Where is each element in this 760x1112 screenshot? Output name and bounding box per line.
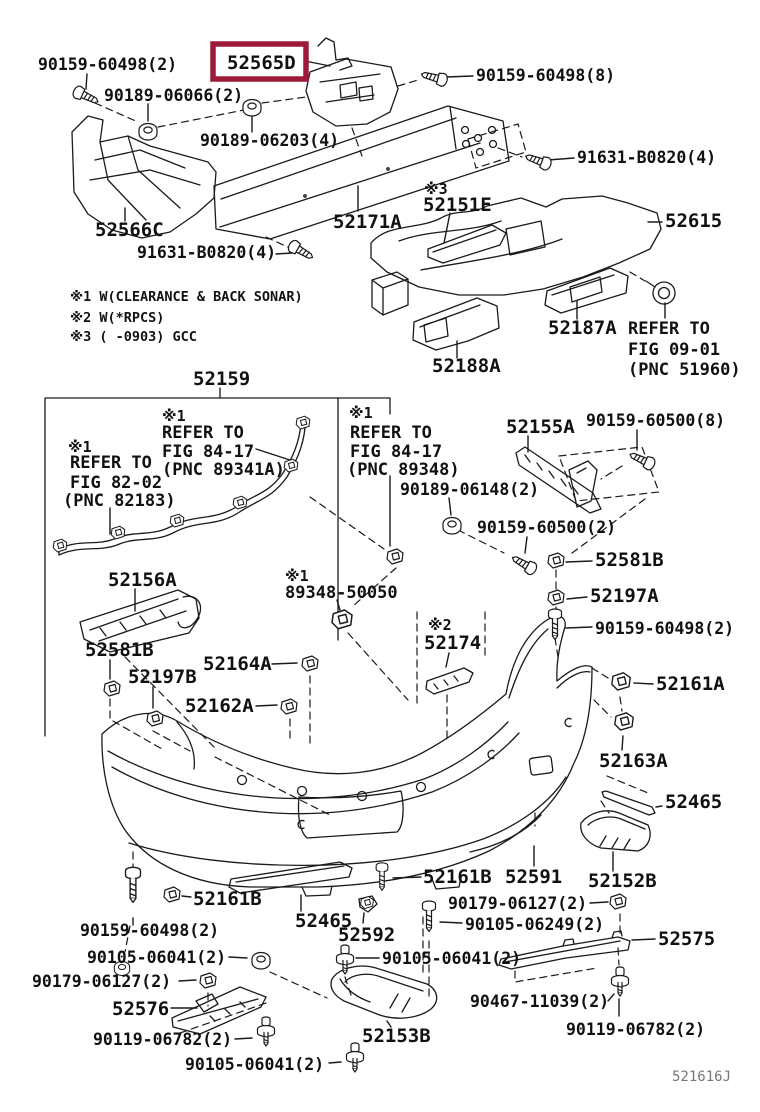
label-52581b-left[interactable]: 52581B — [85, 639, 154, 661]
label-90105-06041-mid[interactable]: 90105-06041(2) — [382, 949, 522, 968]
mark-2-52174: ※2 — [428, 616, 452, 634]
part-52188a-drawing — [372, 272, 499, 350]
label-52161b-left[interactable]: 52161B — [193, 888, 262, 910]
mark-1-89341a: ※1 — [162, 407, 186, 425]
label-90105-06041-bottom[interactable]: 90105-06041(2) — [185, 1055, 325, 1074]
label-90179-06127-right[interactable]: 90179-06127(2) — [448, 894, 588, 913]
screw-icon — [627, 448, 657, 471]
bolt-washer-icon — [347, 1043, 364, 1072]
label-52151e[interactable]: 52151E — [423, 194, 492, 216]
ref-fig8417b-line1: REFER TO — [350, 423, 432, 443]
label-52161b-center[interactable]: 52161B — [423, 866, 492, 888]
ref-fig0901-line1: REFER TO — [628, 319, 710, 339]
part-52153b-drawing — [331, 966, 437, 1018]
ref-fig8202-line3: (PNC 82183) — [63, 491, 176, 511]
label-89348-50050[interactable]: 89348-50050 — [285, 583, 398, 603]
mark-1-89348: ※1 — [349, 404, 373, 422]
label-90159-60498-top-left[interactable]: 90159-60498(2) — [38, 55, 178, 74]
label-52153b[interactable]: 52153B — [362, 1025, 431, 1047]
part-52152b-drawing — [581, 811, 650, 851]
bolt-washer-icon — [337, 945, 354, 974]
label-90467-11039[interactable]: 90467-11039(2) — [470, 992, 610, 1011]
label-90159-60500-8[interactable]: 90159-60500(8) — [586, 411, 726, 430]
ref-fig8417b-line2: FIG 84-17 — [350, 442, 443, 462]
label-52162a[interactable]: 52162A — [185, 695, 254, 717]
screw-icon — [286, 239, 315, 264]
clip-icon — [164, 887, 180, 902]
ref-fig0901-line3: (PNC 51960) — [628, 360, 741, 380]
label-52592[interactable]: 52592 — [338, 924, 396, 946]
label-90105-06249[interactable]: 90105-06249(2) — [465, 915, 605, 934]
label-52465-right[interactable]: 52465 — [665, 791, 723, 813]
mark-1-82183: ※1 — [68, 438, 92, 456]
ref-fig8202-line1: REFER TO — [70, 453, 152, 473]
harness-clip-icon — [170, 514, 184, 527]
nut-icon — [443, 518, 461, 535]
clip-icon — [615, 713, 633, 730]
label-52188a[interactable]: 52188A — [432, 355, 501, 377]
sonar-sensor-icon — [332, 610, 352, 629]
note-1: ※1 W(CLEARANCE & BACK SONAR) — [70, 289, 303, 305]
label-90159-60498-bottom[interactable]: 90159-60498(2) — [80, 921, 220, 940]
bolt-icon — [423, 901, 436, 932]
bolt-icon — [549, 609, 562, 640]
label-52575[interactable]: 52575 — [658, 928, 716, 950]
diagram-notes — [70, 289, 303, 345]
label-52174[interactable]: 52174 — [424, 632, 482, 654]
note-2: ※2 W(*RPCS) — [70, 310, 165, 326]
label-90159-60498-mid-right[interactable]: 90159-60498(2) — [595, 619, 735, 638]
connector-clip-icon — [387, 549, 403, 564]
bolt-icon — [376, 863, 388, 890]
clip-icon — [548, 553, 564, 568]
label-91631-b0820-left[interactable]: 91631-B0820(4) — [137, 243, 277, 262]
part-52565d-bracket-drawing — [306, 38, 398, 126]
clip-icon — [612, 673, 630, 690]
label-52197a[interactable]: 52197A — [590, 585, 659, 607]
part-52615-absorber-drawing — [371, 196, 661, 295]
bolt-washer-icon — [258, 1017, 275, 1046]
label-90105-06041-left[interactable]: 90105-06041(2) — [87, 948, 227, 967]
part-bumper-cover-drawing — [102, 616, 592, 896]
clip-icon — [548, 590, 564, 605]
part-number-labels — [32, 55, 741, 1074]
bolt-washer-icon — [612, 967, 629, 996]
label-90159-60498-top-right[interactable]: 90159-60498(8) — [476, 66, 616, 85]
label-52615[interactable]: 52615 — [665, 210, 723, 232]
label-90189-06203[interactable]: 90189-06203(4) — [200, 131, 340, 150]
clip-icon — [361, 897, 374, 909]
nut-icon — [139, 124, 157, 141]
label-52164a[interactable]: 52164A — [203, 653, 272, 675]
part-52576-drawing — [172, 987, 266, 1034]
label-52576[interactable]: 52576 — [112, 998, 170, 1020]
label-52591[interactable]: 52591 — [505, 866, 563, 888]
ref-fig8202-line2: FIG 82-02 — [70, 473, 163, 493]
ref-fig0901-line2: FIG 09-01 — [628, 340, 721, 360]
screw-icon — [509, 552, 538, 577]
label-90179-06127-left[interactable]: 90179-06127(2) — [32, 972, 172, 991]
part-52187a-drawing — [545, 268, 628, 313]
tow-hook-drawing — [646, 281, 675, 304]
harness-clip-icon — [284, 459, 298, 472]
label-52171a[interactable]: 52171A — [333, 211, 402, 233]
label-52152b[interactable]: 52152B — [588, 870, 657, 892]
label-52163a[interactable]: 52163A — [599, 750, 668, 772]
label-52465-left[interactable]: 52465 — [295, 910, 353, 932]
label-52161a[interactable]: 52161A — [656, 673, 725, 695]
harness-clip-icon — [296, 416, 310, 429]
clip-icon — [610, 894, 626, 909]
screw-icon — [523, 150, 552, 171]
label-90189-06066[interactable]: 90189-06066(2) — [104, 86, 244, 105]
label-90159-60500-2[interactable]: 90159-60500(2) — [477, 518, 617, 537]
note-3: ※3 ( -0903) GCC — [70, 329, 197, 345]
ref-fig8417b-line3: (PNC 89348) — [347, 460, 460, 480]
label-90189-06148[interactable]: 90189-06148(2) — [400, 480, 540, 499]
part-52174-drawing — [426, 668, 473, 694]
label-52581b-right[interactable]: 52581B — [595, 549, 664, 571]
mark-3-52151e: ※3 — [424, 180, 448, 198]
ref-fig8417a-line2: FIG 84-17 — [162, 442, 255, 462]
ref-fig8417a-line1: REFER TO — [162, 423, 244, 443]
clip-icon — [147, 711, 163, 726]
label-90119-06782-right[interactable]: 90119-06782(2) — [566, 1020, 706, 1039]
harness-clip-icon — [111, 526, 125, 539]
label-52155a[interactable]: 52155A — [506, 416, 575, 438]
label-52159[interactable]: 52159 — [193, 368, 251, 390]
harness-clip-icon — [53, 539, 67, 552]
diagram-id: 521616J — [672, 1069, 732, 1085]
label-52197b[interactable]: 52197B — [128, 666, 197, 688]
clip-icon — [104, 681, 120, 696]
mark-1-89348-50050: ※1 — [285, 567, 309, 585]
label-52187a[interactable]: 52187A — [548, 317, 617, 339]
label-90119-06782-left[interactable]: 90119-06782(2) — [93, 1030, 233, 1049]
harness-clip-icon — [233, 496, 247, 509]
nut-icon — [252, 953, 270, 970]
clip-icon — [281, 699, 297, 714]
ref-fig8417a-line3: (PNC 89341A) — [162, 460, 285, 480]
nut-icon — [243, 100, 261, 117]
clip-icon — [302, 656, 318, 671]
clip-icon — [200, 973, 216, 988]
label-52156a[interactable]: 52156A — [108, 569, 177, 591]
label-91631-b0820-right[interactable]: 91631-B0820(4) — [577, 148, 717, 167]
screw-icon — [420, 68, 449, 87]
label-52565d-selected[interactable]: 52565D — [227, 52, 296, 74]
label-52566c[interactable]: 52566C — [95, 219, 164, 241]
bolt-icon — [126, 867, 141, 902]
